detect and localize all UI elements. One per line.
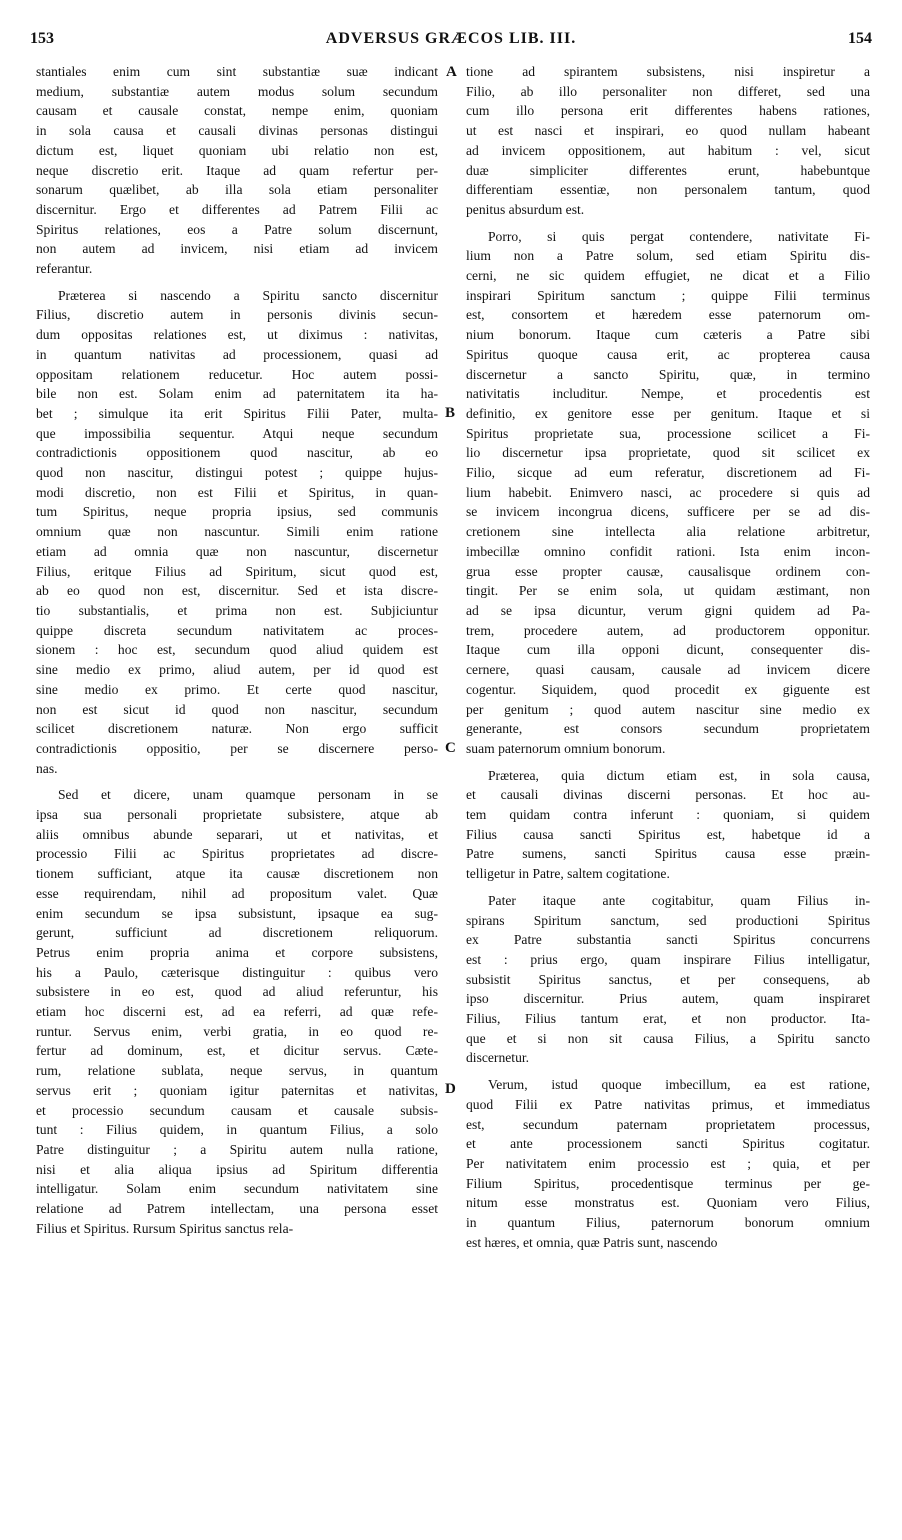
text-line: est hæres, et omnia, quæ Patris sunt, nascendo [466,1234,718,1250]
text-line: in sola causa et causali divinas personas distingui [36,123,438,139]
text-line: Filius, discretio autem in personis divinis secun- [36,307,438,323]
text-line: dum oppositas relationes est, ut diximus : nativitas, [36,327,438,343]
paragraph [466,62,870,220]
text-line: sine medio ex primo. Et certe quod nascitur, [36,681,438,697]
text-line: imbecillæ omnino confidit rationi. Ista enim incon- [466,543,870,559]
text-line: aliis omnibus abunde separari, ut et nativitas, et [36,826,438,842]
text-line: medium, substantiæ autem modus solum secundum [36,83,438,99]
text-line: tum Spiritus, neque propria ipsius, sed communis [36,504,438,520]
text-line: servus erit ; quoniam igitur paternitas et nativitas, [36,1082,438,1098]
margin-letter-b: B [445,405,456,421]
text-line: tionem sufficiant, atque ita causæ discretionem non [36,866,438,882]
text-line: quod Filii ex Patre nativitas primus, et immediatus [466,1096,870,1112]
paragraph [36,785,438,1238]
text-line: sionem : hoc est, secundum quod aliud quidem est [36,642,438,658]
text-line: contradictionis oppositionem quod nascitur, ab eo [36,445,438,461]
paragraph [466,1075,870,1252]
text-line: inspirari Spiritum sanctum ; quippe Filii terminus [466,287,870,303]
text-line: rum, relatione sublata, neque servus, in quantum [36,1063,438,1079]
text-line: et processio secundum causam et causale subsis- [36,1102,438,1118]
paragraph [36,286,438,779]
text-line: nas. [36,760,58,776]
text-line: est : prius ergo, quam inspirare Filius intelligatur, [466,951,870,967]
text-line: gerunt, sufficiunt ad discretionem reliquorum. [36,925,438,941]
page-number-right: 154 [848,30,872,47]
text-line: etiam ad omnia quæ non nascuntur, discernetur [36,543,438,559]
text-line: Præterea, quia dictum etiam est, in sola causa, [488,767,870,783]
text-line: esse requirendam, nihil ad propositum valet. Quæ [36,885,438,901]
text-line: tem quidam contra inferunt : quoniam, si quidem [466,807,870,823]
text-line: bet ; simulque ita erit Spiritus Filii Pater, multa- [36,405,438,421]
margin-letter-c: C [445,740,456,756]
text-line: Petrus enim propria anima et corpore subsistens, [36,944,438,960]
text-line: relatione ad Patrem intellectam, una persona esset [36,1201,438,1217]
text-line: que et si non sit causa Filius, a Spiritu sancto [466,1030,870,1046]
text-line: differentiam essentiæ, non personalem tantum, quod [466,182,870,198]
text-line: discernetur. [466,1050,530,1066]
text-line: ipsa sua personali proprietate subsistere, atque ab [36,807,438,823]
text-line: Per nativitatem enim processio est ; quia, et per [466,1155,870,1171]
text-line: fertur ad dominum, est, et dicitur servus. Cæte- [36,1043,438,1059]
text-line: se invicem incongrua dicens, sufficere per se ad dis- [466,504,870,520]
text-line: Filius, eritque Filius ad Spiritum, sicut quod est, [36,563,438,579]
text-line: lio discernetur ipsa proprietate, quod sit scilicet ex [466,445,870,461]
text-line: Spiritus relationes, eos a Patre solum discernunt, [36,221,438,237]
text-line: est, consortem et hæredem esse paternorum om- [466,307,870,323]
text-line: bile non est. Solam enim ad paternitatem ita ha- [36,386,438,402]
text-line: neque discretio erit. Itaque ad quam refertur per- [36,162,438,178]
text-line: omnium quæ non nascuntur. Simili enim ratione [36,524,438,540]
running-title: ADVERSUS GRÆCOS LIB. III. [325,30,577,47]
text-line: ex Patre substantia sancti Spiritus concurrens [466,932,870,948]
text-line: referantur. [36,261,93,277]
text-line: processio Filii ac Spiritus proprietates ad discre- [36,846,438,862]
text-line: trem, procedere autem, ad productorem opponitur. [466,622,870,638]
paragraph [36,62,438,279]
text-line: nativitatis includitur. Nempe, et procedentis est [466,386,870,402]
text-line: grua esse propter causæ, causalisque ordinem con- [466,563,870,579]
text-line: tione ad spirantem subsistens, nisi inspiretur a [466,64,870,79]
text-line: tingit. Per se enim sola, ut quidam æstimant, non [466,583,870,599]
text-line: oppositam relationem reducetur. Hoc autem possi- [36,366,438,382]
text-line: Patre distinguitur ; a Spiritu autem nulla ratione, [36,1141,438,1157]
text-line: telligetur in Patre, saltem cogitatione. [466,866,670,882]
text-line: Præterea si nascendo a Spiritu sancto discernitur [58,287,438,303]
text-line: que impossibilia sequentur. Atqui neque secundum [36,425,438,441]
paragraph [466,766,870,884]
text-line: definitio, ex genitore esse per genitum. Itaque et si [466,405,870,421]
text-line: subsistit Spiritus sanctus, et per consequens, ab [466,971,870,987]
text-line: Filius, Filius tantum erat, et non productor. Ita- [466,1011,870,1027]
text-line: dictum est, liquet quoniam ubi relatio non est, [36,142,438,158]
paragraph [466,891,870,1068]
text-line: cum illo persona erit differentes habens rationes, [466,103,870,119]
text-line: in quantum Filius, paternorum bonorum omnium [466,1215,870,1231]
text-line: Filio, ab illo personaliter non differet, sed una [466,83,870,99]
text-line: Itaque cum illa opponi dicunt, consequenter dis- [466,642,870,658]
text-line: spirans Spiritum sanctum, sed productioni Spiritus [466,912,870,928]
text-line: contradictionis oppositio, per se discernere perso- [36,740,438,756]
text-line: ab eo quod non est, discernitur. Sed et ista discre- [36,583,438,599]
text-line: Filio, sicque ad eum referatur, discretionem ad Fi- [466,465,870,481]
text-line: enim secundum se ipsa subsistunt, ipsaque ea sug- [36,905,438,921]
text-line: nium bonorum. Itaque cum cæteris a Patre sibi [466,327,870,343]
text-line: ad invicem oppositionem, aut habitum : vel, sicut [466,142,870,158]
margin-letter-d: D [445,1081,456,1097]
left-column-text [36,62,438,1245]
text-line: stantiales enim cum sint substantiæ suæ indicant [36,64,438,79]
text-line: Filium Spiritus, procedentisque terminus per ge- [466,1175,870,1191]
text-line: discernetur a sancto Spiritu, quæ, in termino [466,366,870,382]
paragraph [466,227,870,759]
text-line: subsistere in eo est, quod ad aliud referuntur, his [36,984,438,1000]
text-line: non autem ad invicem, nisi etiam ad invicem [36,241,438,257]
text-line: discernitur. Ergo et differentes ad Patrem Filii ac [36,201,438,217]
text-line: lium non a Patre solum, sed etiam Spiritu dis- [466,248,870,264]
page-number-left: 153 [30,30,54,47]
text-line: nitum esse monstratus est. Quoniam vero Filius, [466,1195,870,1211]
text-line: cogentur. Siquidem, quod procedit ex giguente est [466,681,870,697]
text-line: generante, est consors secundum proprietatem [466,721,870,737]
text-line: Porro, si quis pergat contendere, nativitate Fi- [488,228,870,244]
text-line: est, secundum paternam proprietatem processus, [466,1116,870,1132]
text-line: Patre sumens, sancti Spiritus causa esse præin- [466,846,870,862]
text-line: Pater itaque ante cogitabitur, quam Filius in- [488,892,870,908]
text-line: tunt : Filius quidem, in quantum Filius, a solo [36,1122,438,1138]
text-line: suam paternorum omnium bonorum. [466,740,666,756]
text-line: etiam hoc discerni est, ad ea referri, ad quæ refe- [36,1004,438,1020]
text-line: sonarum quælibet, ab illa sola etiam personaliter [36,182,438,198]
page-header [30,30,872,54]
text-line: ipso discernitur. Prius autem, quam inspiraret [466,991,870,1007]
text-line: ut est nasci et inspirari, eo quod nullam habeant [466,123,870,139]
text-line: cerni, ne sic quidem effugiet, ne dicat et a Filio [466,268,870,284]
text-line: his a Paulo, cæterisque distinguitur : quibus vero [36,964,438,980]
text-line: intelligatur. Solam enim secundum nativitatem sine [36,1181,438,1197]
text-line: ad se ipsa dicuntur, verum gigni quidem ad Pa- [466,602,870,618]
text-line: penitus absurdum est. [466,201,585,217]
right-column-text [466,62,870,1259]
text-line: Spiritus quoque causa erit, ac propterea causa [466,346,870,362]
text-line: et ante processionem sancti Spiritus cogitatur. [466,1136,870,1152]
text-line: scilicet discretionem naturæ. Non ergo sufficit [36,721,438,737]
text-line: Sed et dicere, unam quamque personam in se [58,787,438,803]
text-line: et causali divinas discerni personas. Et hoc au- [466,787,870,803]
text-line: Filius et Spiritus. Rursum Spiritus sanctus rela- [36,1220,294,1236]
text-line: Spiritus proprietate sua, processione scilicet a Fi- [466,425,870,441]
text-line: cretionem sine intellecta alia relatione arbitretur, [466,524,870,540]
text-line: nisi et alia aliqua ipsius ad Spiritum differentia [36,1161,438,1177]
text-line: Verum, istud quoque imbecillum, ea est ratione, [488,1077,870,1093]
text-line: sine medio ex primo, aliud autem, per id quod est [36,662,438,678]
text-line: duæ simpliciter differentes erunt, habebuntque [466,162,870,178]
text-line: runtur. Servus enim, verbi gratia, in eo quod re- [36,1023,438,1039]
text-line: quippe discreta secundum nativitatem ac proces- [36,622,438,638]
text-line: per genitum ; quod autem nascitur sine medio ex [466,701,870,717]
margin-letter-a: A [446,64,457,80]
text-line: causam et causale constat, nempe enim, quoniam [36,103,438,119]
text-line: lium habebit. Enimvero nasci, ac procedere si quis ad [466,484,870,500]
text-line: quod non nascitur, distingui potest ; quippe hujus- [36,465,438,481]
text-line: in quantum nativitas ad processionem, quasi ad [36,346,438,362]
text-line: Filius causa sancti Spiritus est, habetque id a [466,826,870,842]
text-line: tio substantialis, et prima non est. Subjiciuntur [36,602,438,618]
text-line: cernere, quasi causam, causale ad invicem dicere [466,662,870,678]
text-line: modi discretio, non est Filii et Spiritus, in quan- [36,484,438,500]
text-line: non est sicut id quod non nascitur, secundum [36,701,438,717]
